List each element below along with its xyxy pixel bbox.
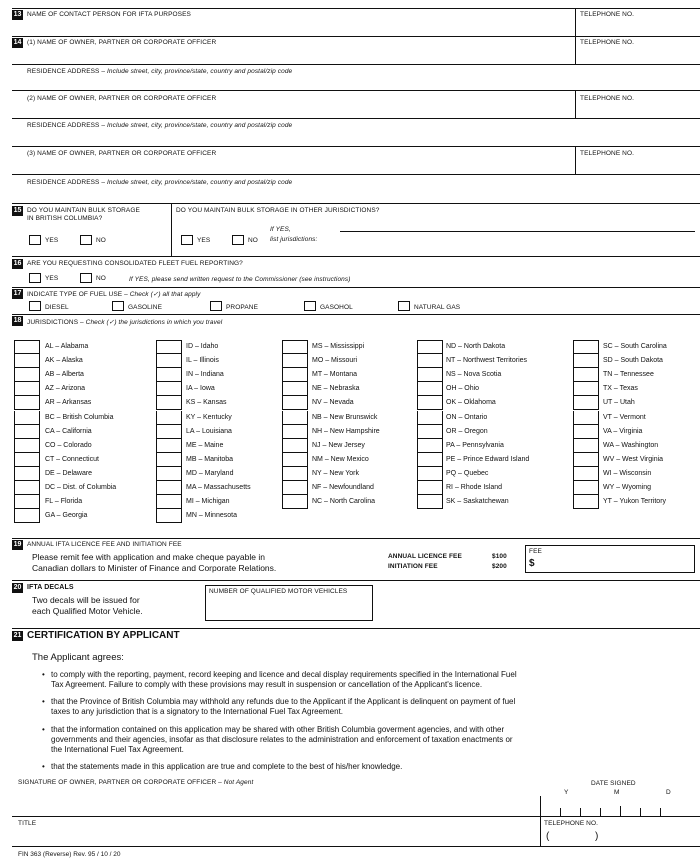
section-rule <box>12 580 700 581</box>
fleet-reporting-question: ARE YOU REQUESTING CONSOLIDATED FLEET FUEL REPORTING? <box>27 260 243 267</box>
bottom-rule <box>12 846 700 847</box>
yes-label: YES <box>197 237 211 244</box>
section-rule <box>12 628 700 629</box>
residence-label-3 <box>27 179 292 186</box>
jurisdiction-checkbox-dc[interactable] <box>14 481 40 495</box>
decals-text-line2: each Qualified Motor Vehicle. <box>32 606 143 616</box>
jurisdiction-checkbox-al[interactable] <box>14 340 40 354</box>
jurisdiction-label-ri: RI – Rhode Island <box>446 484 503 491</box>
telephone-label: TELEPHONE NO. <box>580 39 635 46</box>
jurisdiction-checkbox-ne[interactable] <box>282 382 308 396</box>
jurisdiction-checkbox-nb[interactable] <box>282 411 308 425</box>
date-signed-field[interactable] <box>542 798 695 816</box>
jurisdiction-label-de: DE – Delaware <box>45 469 93 477</box>
jurisdiction-checkbox-id[interactable] <box>156 340 182 354</box>
jurisdiction-label-mb: MB – Manitoba <box>186 455 234 463</box>
fuel-type-label-text: INDICATE TYPE OF FUEL USE – <box>27 291 128 298</box>
jurisdiction-checkbox-pe[interactable] <box>417 453 443 467</box>
row-rule <box>12 118 700 119</box>
jurisdiction-checkbox-wa[interactable] <box>573 439 599 453</box>
agreement-3-line1: that the information contained on this application may be shared with other British Columbia goverment agencies, and with other <box>51 725 505 734</box>
no-label: NO <box>248 237 258 244</box>
jurisdiction-checkbox-ky[interactable] <box>156 411 182 425</box>
signature-field[interactable] <box>18 789 538 815</box>
section-rule <box>12 287 700 288</box>
jurisdiction-checkbox-ma[interactable] <box>156 481 182 495</box>
owner-2-name-field[interactable] <box>27 104 573 118</box>
row-rule <box>12 174 700 175</box>
jurisdiction-label-pq: PQ – Quebec <box>446 469 489 477</box>
residence-label-text: RESIDENCE ADDRESS – <box>27 68 106 75</box>
owner-1-label: (1) NAME OF OWNER, PARTNER OR CORPORATE OFFICER <box>27 39 217 46</box>
contact-person-label: NAME OF CONTACT PERSON FOR IFTA PURPOSES <box>27 11 191 18</box>
jurisdiction-checkbox-sd[interactable] <box>573 354 599 368</box>
jurisdiction-label-ia: IA – Iowa <box>186 385 215 393</box>
jurisdiction-checkbox-nm[interactable] <box>282 453 308 467</box>
telephone-label: TELEPHONE NO. <box>580 11 635 18</box>
section-rule <box>12 314 700 315</box>
fuel-gasoline-label: GASOLINE <box>128 304 163 311</box>
jurisdiction-label-tx: TX – Texas <box>603 385 638 393</box>
jurisdiction-label-wv: WV – West Virginia <box>603 455 664 463</box>
jurisdiction-label-nt: NT – Northwest Territories <box>446 357 528 365</box>
jurisdiction-checkbox-me[interactable] <box>156 439 182 453</box>
jurisdiction-label-wa: WA – Washington <box>603 441 659 449</box>
fee-instruction-line1: Please remit fee with application and make cheque payable in <box>32 552 265 562</box>
applicant-agrees: The Applicant agrees: <box>32 652 124 663</box>
date-divider <box>540 796 541 816</box>
fuel-natural-gas-label: NATURAL GAS <box>414 304 461 311</box>
owner-3-address-field[interactable] <box>27 187 695 199</box>
jurisdiction-checkbox-tx[interactable] <box>573 382 599 396</box>
jurisdiction-checkbox-ca[interactable] <box>14 425 40 439</box>
bc-storage-no-checkbox[interactable] <box>80 235 92 245</box>
qualified-vehicles-label: NUMBER OF QUALIFIED MOTOR VEHICLES <box>209 588 348 595</box>
owner-2-label: (2) NAME OF OWNER, PARTNER OR CORPORATE OFFICER <box>27 95 217 102</box>
fuel-propane-label: PROPANE <box>226 304 259 311</box>
owner-1-name-field[interactable] <box>27 48 573 62</box>
jurisdiction-checkbox-az[interactable] <box>14 382 40 396</box>
owner-1-address-field[interactable] <box>27 76 695 88</box>
section-rule <box>12 203 700 204</box>
jurisdiction-checkbox-ks[interactable] <box>156 396 182 410</box>
jurisdiction-checkbox-sc[interactable] <box>573 340 599 354</box>
date-day-label: D <box>666 789 671 796</box>
top-rule <box>12 8 700 9</box>
signature-label-text: SIGNATURE OF OWNER, PARTNER OR CORPORATE OFFICER – <box>18 779 222 786</box>
date-year-label: Y <box>564 789 569 796</box>
jurisdiction-checkbox-fl[interactable] <box>14 495 40 509</box>
section-15-number: 15 <box>13 207 22 214</box>
jurisdiction-checkbox-mo[interactable] <box>282 354 308 368</box>
gasohol-checkbox[interactable] <box>304 301 316 311</box>
gasoline-checkbox[interactable] <box>112 301 124 311</box>
divider <box>171 203 172 256</box>
jurisdiction-checkbox-ms[interactable] <box>282 340 308 354</box>
jurisdiction-checkbox-or[interactable] <box>417 425 443 439</box>
jurisdiction-checkbox-tn[interactable] <box>573 368 599 382</box>
jurisdiction-label-ky: KY – Kentucky <box>186 413 232 421</box>
decals-text-line1: Two decals will be issued for <box>32 595 140 605</box>
bc-storage-question-line1: DO YOU MAINTAIN BULK STORAGE <box>27 207 140 214</box>
row-rule <box>12 146 700 147</box>
yes-label: YES <box>45 275 59 282</box>
residence-label-text: RESIDENCE ADDRESS – <box>27 122 106 129</box>
jurisdiction-label-nj: NJ – New Jersey <box>312 441 365 449</box>
jurisdiction-label-nd: ND – North Dakota <box>446 343 506 350</box>
jurisdiction-label-ny: NY – New York <box>312 469 359 477</box>
fleet-note: If YES, please send written request to the Commissioner (see instructions) <box>129 276 351 283</box>
jurisdictions-label <box>27 318 222 326</box>
jurisdictions-note: Check (✓) the jurisdictions in which you travel <box>85 319 223 326</box>
agreement-2-line1: that the Province of British Columbia may withhold any refunds due to the Applicant if the Applicant is delinquent on payment of fuel <box>51 697 516 706</box>
jurisdiction-checkbox-nc[interactable] <box>282 495 308 509</box>
jurisdiction-checkbox-nf[interactable] <box>282 481 308 495</box>
contact-person-field[interactable] <box>27 21 573 35</box>
jurisdiction-label-pa: PA – Pennsylvania <box>446 441 504 449</box>
bullet-1: • <box>42 670 45 679</box>
jurisdiction-checkbox-ri[interactable] <box>417 481 443 495</box>
jurisdiction-checkbox-co[interactable] <box>14 439 40 453</box>
jurisdiction-checkbox-nt[interactable] <box>417 354 443 368</box>
jurisdiction-checkbox-ok[interactable] <box>417 396 443 410</box>
jurisdiction-label-al: AL – Alabama <box>45 343 89 350</box>
section-21-number: 21 <box>13 632 22 639</box>
divider <box>575 36 576 64</box>
fee-box-label: FEE <box>529 548 542 555</box>
section-14-number: 14 <box>13 39 22 46</box>
jurisdiction-label-nh: NH – New Hampshire <box>312 427 380 435</box>
form-number: FIN 363 (Reverse) Rev. 95 / 10 / 20 <box>18 851 121 858</box>
jurisdiction-label-vt: VT – Vermont <box>603 413 646 421</box>
fleet-yes-checkbox[interactable] <box>29 273 41 283</box>
divider <box>575 146 576 174</box>
fleet-no-checkbox[interactable] <box>80 273 92 283</box>
no-label: NO <box>96 275 106 282</box>
divider <box>575 8 576 36</box>
jurisdiction-checkbox-ia[interactable] <box>156 382 182 396</box>
qualified-vehicles-box[interactable] <box>205 585 373 621</box>
jurisdiction-checkbox-ab[interactable] <box>14 368 40 382</box>
jurisdiction-label-me: ME – Maine <box>186 441 224 449</box>
signer-telephone-field[interactable] <box>544 829 695 844</box>
row-rule <box>12 36 700 37</box>
jurisdiction-label-tn: TN – Tennessee <box>603 371 654 379</box>
jurisdiction-label-ut: UT – Utah <box>603 399 635 407</box>
section-19-number: 19 <box>13 541 22 548</box>
jurisdiction-label-nb: NB – New Brunswick <box>312 413 378 421</box>
jurisdiction-label-la: LA – Louisiana <box>186 427 232 435</box>
natural-gas-checkbox[interactable] <box>398 301 410 311</box>
jurisdiction-label-ca: CA – California <box>45 427 92 435</box>
yes-label: YES <box>45 237 59 244</box>
date-signed-label: DATE SIGNED <box>591 780 636 787</box>
date-month-label: M <box>614 789 620 796</box>
jurisdiction-label-wi: WI – Wisconsin <box>603 469 652 477</box>
if-yes-note: If YES, <box>270 226 291 233</box>
fuel-type-note: Check (✓) all that apply <box>129 291 201 298</box>
jurisdiction-label-pe: PE – Prince Edward Island <box>446 455 530 463</box>
jurisdiction-label-ms: MS – Mississippi <box>312 343 365 350</box>
contact-telephone-field[interactable] <box>580 21 695 35</box>
bc-storage-yes-checkbox[interactable] <box>29 235 41 245</box>
jurisdiction-label-mn: MN – Minnesota <box>186 512 237 520</box>
bullet-4: • <box>42 762 45 771</box>
jurisdiction-checkbox-vt[interactable] <box>573 411 599 425</box>
jurisdiction-label-ab: AB – Alberta <box>45 371 84 379</box>
list-jurisdictions-note: list jurisdictions: <box>270 236 318 243</box>
residence-label-1 <box>27 68 292 75</box>
jurisdiction-checkbox-md[interactable] <box>156 467 182 481</box>
owner-3-label: (3) NAME OF OWNER, PARTNER OR CORPORATE OFFICER <box>27 150 217 157</box>
jurisdiction-checkbox-mi[interactable] <box>156 495 182 509</box>
annual-fee-label: ANNUAL LICENCE FEE <box>388 553 462 560</box>
jurisdiction-checkbox-ak[interactable] <box>14 354 40 368</box>
jurisdiction-label-nv: NV – Nevada <box>312 399 354 407</box>
jurisdiction-label-ne: NE – Nebraska <box>312 385 360 393</box>
jurisdiction-label-az: AZ – Arizona <box>45 385 86 393</box>
owner-3-name-field[interactable] <box>27 159 573 173</box>
jurisdiction-label-nm: NM – New Mexico <box>312 455 369 463</box>
owner-1-telephone-field[interactable] <box>580 48 695 62</box>
signature-note: Not Agent <box>223 779 254 786</box>
other-storage-question: DO YOU MAINTAIN BULK STORAGE IN OTHER JURISDICTIONS? <box>176 207 380 214</box>
area-code-close: ) <box>595 831 599 842</box>
row-rule <box>12 90 700 91</box>
jurisdiction-checkbox-mn[interactable] <box>156 509 182 523</box>
jurisdiction-checkbox-yt[interactable] <box>573 495 599 509</box>
jurisdiction-checkbox-ct[interactable] <box>14 453 40 467</box>
jurisdiction-checkbox-ar[interactable] <box>14 396 40 410</box>
jurisdiction-label-yt: YT – Yukon Territory <box>603 498 667 506</box>
jurisdiction-checkbox-bc[interactable] <box>14 411 40 425</box>
jurisdiction-checkbox-oh[interactable] <box>417 382 443 396</box>
section-rule <box>12 256 700 257</box>
jurisdiction-checkbox-la[interactable] <box>156 425 182 439</box>
section-13-number: 13 <box>13 11 22 18</box>
jurisdiction-label-fl: FL – Florida <box>45 498 83 506</box>
signature-rule <box>12 816 700 817</box>
bullet-2: • <box>42 697 45 706</box>
jurisdiction-label-ga: GA – Georgia <box>45 512 88 520</box>
jurisdiction-label-ns: NS – Nova Scotia <box>446 371 502 379</box>
bullet-3: • <box>42 725 45 734</box>
fee-instruction-line2: Canadian dollars to Minister of Finance and Corporate Relations. <box>32 563 277 573</box>
fuel-type-label <box>27 290 200 298</box>
jurisdiction-checkbox-nj[interactable] <box>282 439 308 453</box>
jurisdiction-label-co: CO – Colorado <box>45 441 92 449</box>
agreement-3-line3: the International Fuel Tax Agreement. <box>51 745 184 754</box>
jurisdiction-checkbox-ns[interactable] <box>417 368 443 382</box>
jurisdiction-checkbox-pq[interactable] <box>417 467 443 481</box>
no-label: NO <box>96 237 106 244</box>
jurisdiction-label-il: IL – Illinois <box>186 357 219 365</box>
jurisdiction-label-ok: OK – Oklahoma <box>446 399 496 407</box>
jurisdiction-checkbox-wi[interactable] <box>573 467 599 481</box>
agreement-2-line2: taxes to any jurisdiction that is a signatory to the International Fuel Tax Agreement. <box>51 707 344 716</box>
section-20-number: 20 <box>13 584 22 591</box>
jurisdiction-label-on: ON – Ontario <box>446 413 488 421</box>
jurisdiction-label-nf: NF – Newfoundland <box>312 484 374 491</box>
jurisdiction-checkbox-ny[interactable] <box>282 467 308 481</box>
agreement-1-line1: to comply with the reporting, payment, record keeping and licence and decal display requirements specified in the International Fuel <box>51 670 517 679</box>
jurisdiction-label-wy: WY – Wyoming <box>603 484 652 491</box>
initiation-fee-label: INITIATION FEE <box>388 563 438 570</box>
divider <box>540 816 541 846</box>
jurisdiction-label-or: OR – Oregon <box>446 427 488 435</box>
residence-label-text: RESIDENCE ADDRESS – <box>27 179 106 186</box>
agreement-3-line2: governments and their agencies, insofar as that disclosure relates to the administration and enforcement of taxation enactments or <box>51 735 513 744</box>
jurisdiction-label-sk: SK – Saskatchewan <box>446 498 509 506</box>
residence-note: Include street, city, province/state, country and postal/zip code <box>107 122 293 129</box>
jurisdiction-label-bc: BC – British Columbia <box>45 413 114 421</box>
jurisdiction-label-sd: SD – South Dakota <box>603 357 663 365</box>
jurisdiction-label-in: IN – Indiana <box>186 371 224 379</box>
jurisdiction-label-nc: NC – North Carolina <box>312 498 376 506</box>
jurisdiction-label-ma: MA – Massachusetts <box>186 484 251 491</box>
jurisdiction-checkbox-wv[interactable] <box>573 453 599 467</box>
owner-2-telephone-field[interactable] <box>580 104 695 118</box>
storage-jurisdictions-field[interactable] <box>340 220 695 244</box>
other-storage-no-checkbox[interactable] <box>232 235 244 245</box>
section-16-number: 16 <box>13 260 22 267</box>
jurisdiction-label-mt: MT – Montana <box>312 371 358 379</box>
jurisdiction-label-oh: OH – Ohio <box>446 385 480 393</box>
bc-storage-question-line2: IN BRITISH COLUMBIA? <box>27 215 103 222</box>
jurisdiction-checkbox-mt[interactable] <box>282 368 308 382</box>
section-17-number: 17 <box>13 290 22 297</box>
jurisdiction-label-id: ID – Idaho <box>186 343 219 350</box>
owner-2-address-field[interactable] <box>27 131 695 143</box>
propane-checkbox[interactable] <box>210 301 222 311</box>
area-code-open: ( <box>546 831 550 842</box>
initiation-fee-amount: $200 <box>492 563 507 570</box>
divider <box>575 90 576 118</box>
jurisdiction-checkbox-wy[interactable] <box>573 481 599 495</box>
section-rule <box>12 538 700 539</box>
jurisdiction-checkbox-mb[interactable] <box>156 453 182 467</box>
fee-box[interactable] <box>525 545 695 573</box>
jurisdiction-label-ks: KS – Kansas <box>186 399 227 407</box>
telephone-label: TELEPHONE NO. <box>580 95 635 102</box>
fee-title: ANNUAL IFTA LICENCE FEE AND INITIATION FEE <box>27 541 182 548</box>
jurisdiction-label-sc: SC – South Carolina <box>603 343 667 350</box>
jurisdiction-checkbox-va[interactable] <box>573 425 599 439</box>
jurisdictions-label-text: JURISDICTIONS – <box>27 319 84 326</box>
jurisdiction-label-mi: MI – Michigan <box>186 498 230 506</box>
jurisdiction-label-ct: CT – Connecticut <box>45 455 99 463</box>
jurisdiction-checkbox-nv[interactable] <box>282 396 308 410</box>
fuel-gasohol-label: GASOHOL <box>320 304 353 311</box>
section-18-number: 18 <box>13 317 22 324</box>
title-field[interactable] <box>18 829 538 843</box>
fee-dollar-sign: $ <box>529 558 535 569</box>
residence-note: Include street, city, province/state, country and postal/zip code <box>107 68 293 75</box>
signer-telephone-label: TELEPHONE NO. <box>544 820 599 827</box>
jurisdiction-label-ak: AK – Alaska <box>45 357 83 365</box>
jurisdiction-label-ar: AR – Arkansas <box>45 399 92 407</box>
row-rule <box>12 64 700 65</box>
annual-fee-amount: $100 <box>492 553 507 560</box>
jurisdiction-checkbox-on[interactable] <box>417 411 443 425</box>
fuel-diesel-label: DIESEL <box>45 304 69 311</box>
jurisdiction-checkbox-in[interactable] <box>156 368 182 382</box>
certification-title: CERTIFICATION BY APPLICANT <box>27 630 180 641</box>
agreement-1-line2: Tax Agreement. Failure to comply with these provisions may result in suspension or cancellation of the Applicant's licence. <box>51 680 483 689</box>
jurisdiction-checkbox-pa[interactable] <box>417 439 443 453</box>
jurisdiction-checkbox-nh[interactable] <box>282 425 308 439</box>
jurisdiction-label-dc: DC – Dist. of Columbia <box>45 484 117 491</box>
jurisdiction-checkbox-il[interactable] <box>156 354 182 368</box>
title-label: TITLE <box>18 820 37 827</box>
decals-title: IFTA DECALS <box>27 584 74 591</box>
diesel-checkbox[interactable] <box>29 301 41 311</box>
agreement-4: that the statements made in this application are true and complete to the best of his/her knowledge. <box>51 762 403 771</box>
telephone-label: TELEPHONE NO. <box>580 150 635 157</box>
owner-3-telephone-field[interactable] <box>580 159 695 173</box>
other-storage-yes-checkbox[interactable] <box>181 235 193 245</box>
jurisdiction-checkbox-de[interactable] <box>14 467 40 481</box>
jurisdiction-label-md: MD – Maryland <box>186 469 234 477</box>
jurisdiction-checkbox-nd[interactable] <box>417 340 443 354</box>
residence-label-2 <box>27 122 292 129</box>
jurisdiction-checkbox-sk[interactable] <box>417 495 443 509</box>
jurisdiction-label-va: VA – Virginia <box>603 427 643 435</box>
residence-note: Include street, city, province/state, country and postal/zip code <box>107 179 293 186</box>
jurisdiction-checkbox-ut[interactable] <box>573 396 599 410</box>
jurisdiction-label-mo: MO – Missouri <box>312 357 358 365</box>
jurisdiction-checkbox-ga[interactable] <box>14 509 40 523</box>
signature-label <box>18 779 253 786</box>
